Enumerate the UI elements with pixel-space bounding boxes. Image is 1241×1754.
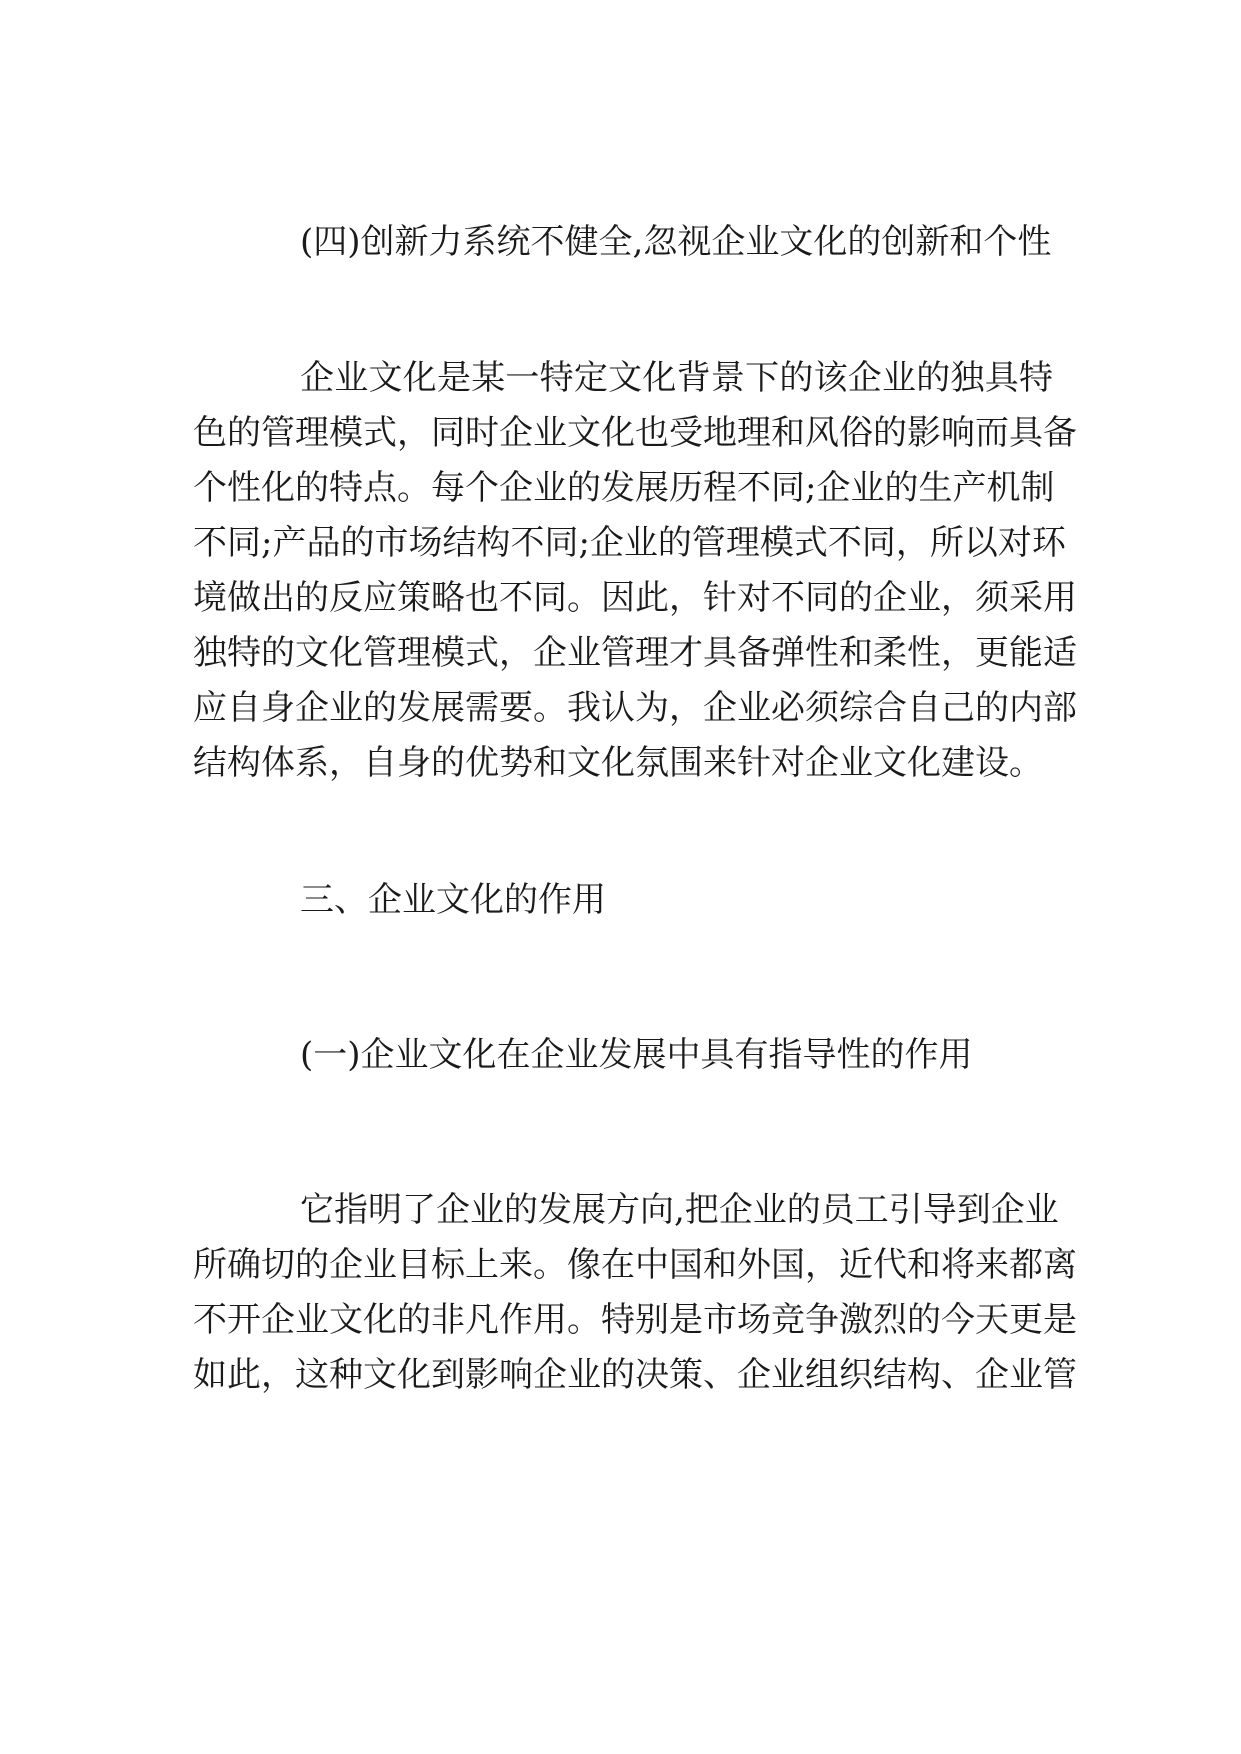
paragraph-line: 个性化的特点。每个企业的发展历程不同;企业的生产机制 <box>193 468 1055 508</box>
paragraph-line: 如此，这种文化到影响企业的决策、企业组织结构、企业管 <box>193 1355 1077 1395</box>
paragraph-line: 应自身企业的发展需要。我认为，企业必须综合自己的内部 <box>193 688 1077 728</box>
paragraph-line: 境做出的反应策略也不同。因此，针对不同的企业，须采用 <box>193 578 1077 618</box>
paragraph-line: 它指明了企业的发展方向,把企业的员工引导到企业 <box>300 1190 1059 1230</box>
paragraph-line: 色的管理模式，同时企业文化也受地理和风俗的影响而具备 <box>193 413 1077 453</box>
section-heading-3: 三、企业文化的作用 <box>300 880 606 920</box>
paragraph-line: 企业文化是某一特定文化背景下的该企业的独具特 <box>300 358 1053 398</box>
subsection-heading-1: (一)企业文化在企业发展中具有指导性的作用 <box>300 1035 973 1075</box>
paragraph-line: 结构体系，自身的优势和文化氛围来针对企业文化建设。 <box>193 743 1043 783</box>
paragraph-line: 独特的文化管理模式，企业管理才具备弹性和柔性，更能适 <box>193 633 1077 673</box>
paragraph-line: 不同;产品的市场结构不同;企业的管理模式不同，所以对环 <box>193 523 1066 563</box>
paragraph-line: 不开企业文化的非凡作用。特别是市场竞争激烈的今天更是 <box>193 1300 1077 1340</box>
paragraph-line: 所确切的企业目标上来。像在中国和外国，近代和将来都离 <box>193 1245 1077 1285</box>
section-heading-4: (四)创新力系统不健全,忽视企业文化的创新和个性 <box>300 222 1052 262</box>
